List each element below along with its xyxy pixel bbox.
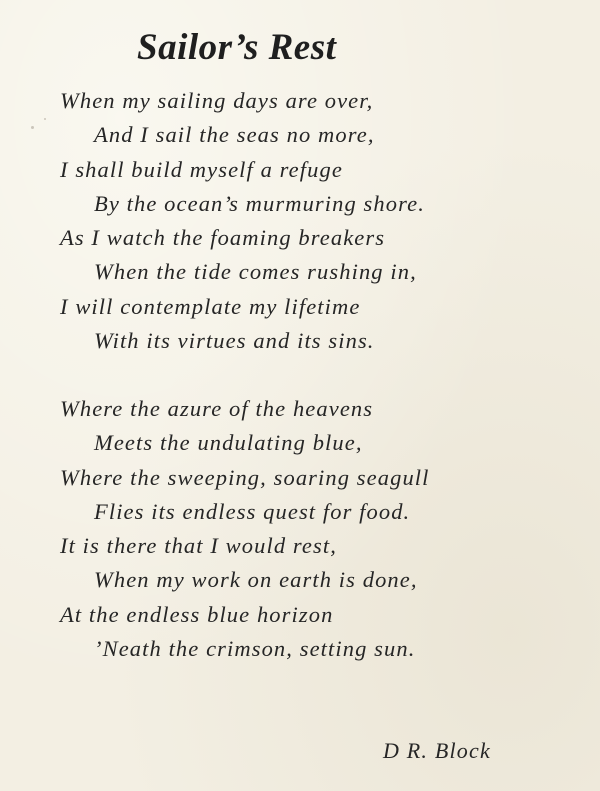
poem-line: By the ocean’s murmuring shore. — [94, 190, 425, 216]
poem-line: Flies its endless quest for food. — [94, 498, 411, 524]
stanza-1 — [0, 84, 600, 358]
poem-line: It is there that I would rest, — [60, 533, 337, 559]
poem-line: With its virtues and its sins. — [94, 328, 375, 354]
paper-speck — [44, 118, 46, 120]
poem-line: And I sail the seas no more, — [94, 122, 375, 148]
paper-speck — [31, 126, 34, 129]
poem-line: As I watch the foaming breakers — [60, 225, 386, 251]
poem-line: At the endless blue horizon — [60, 601, 334, 627]
poem-title: Sailor’s Rest — [137, 27, 337, 68]
poem-line: ’Neath the crimson, setting sun. — [94, 636, 416, 662]
author-signature: D R. Block — [383, 738, 491, 763]
poem-line: When my work on earth is done, — [94, 567, 418, 593]
poem-line: Where the sweeping, soaring seagull — [60, 464, 430, 490]
poem-line: I shall build myself a refuge — [60, 156, 343, 182]
poem-line: I will contemplate my lifetime — [60, 293, 361, 319]
poem-line: When my sailing days are over, — [60, 88, 374, 113]
poem-line: Where the azure of the heavens — [60, 396, 374, 421]
poem-line: When the tide comes rushing in, — [94, 259, 417, 285]
stanza-2 — [0, 392, 600, 666]
poem-line: Meets the undulating blue, — [94, 430, 363, 456]
